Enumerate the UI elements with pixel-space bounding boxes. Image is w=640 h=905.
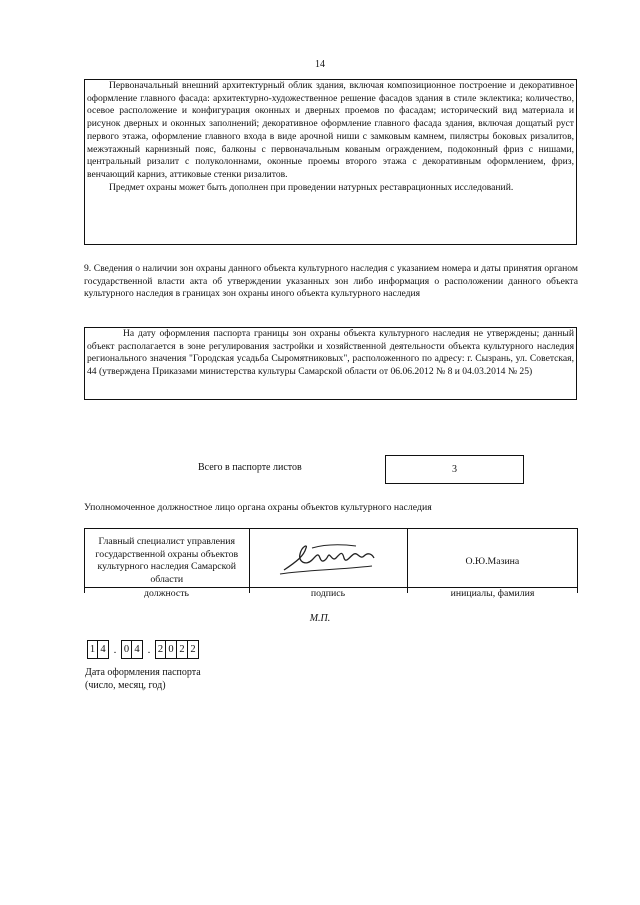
date-year-digit: 0	[166, 640, 177, 659]
protection-subject-note: Предмет охраны может быть дополнен при проведении натурных реставрационных исследований.	[109, 181, 514, 193]
sheet-count-label: Всего в паспорте листов	[198, 462, 302, 473]
date-day-digit: 4	[98, 640, 109, 659]
protection-subject-paragraph: Первоначальный внешний архитектурный облик здания, включая композиционное построение и декоративное оформление главного фасада: архитектурно-художественное решение фасадов здания в стиле эклектика; количество, осевое расположение и конфигурация оконных и дверных проемов по фасадам; исторический вид материала и рисунок дверных и оконных заполнений; декоративное оформление главного фасада здания, включая дощатый руст первого этажа, оформление главного входа в виде арочной ниши с замковым камнем, пилястры боковых ризалитов, межэтажный карнизный пояс, балконы с первоначальным кованым ограждением, подоконный фриз с нишами, центральный ризалит с полуколоннами, оконные проемы второго этажа с декоративным оформлением, фриз, венчающий карниз, аттиковые стенки ризалитов.	[87, 80, 574, 180]
date-separator: .	[113, 643, 117, 656]
date-separator: .	[147, 643, 151, 656]
label-signature: подпись	[249, 587, 407, 601]
date-year-digit: 2	[188, 640, 199, 659]
signature-labels	[84, 587, 578, 601]
issue-date	[87, 640, 199, 659]
date-caption-format: (число, месяц, год)	[85, 680, 166, 691]
protection-subject-box	[84, 79, 577, 245]
stamp-place: М.П.	[309, 613, 331, 624]
section-9-heading: 9. Сведения о наличии зон охраны данного объекта культурного наследия с указанием номера и даты принятия органом государственной власти акта об утверждении указанных зон либо информация о расположении данного объекта культурного наследия в границах зон охраны иного объекта культурного наследия	[84, 263, 578, 300]
sheet-count-box	[385, 455, 524, 484]
date-day-digit: 1	[87, 640, 98, 659]
date-year-digit: 2	[155, 640, 166, 659]
signature-table	[84, 528, 578, 593]
date-year-digit: 2	[177, 640, 188, 659]
page-number: 14	[315, 59, 325, 70]
signature-cell	[249, 529, 407, 594]
date-month-digit: 0	[121, 640, 132, 659]
date-caption	[85, 666, 201, 692]
official-name: О.Ю.Мазина	[407, 529, 577, 594]
date-month-digit: 4	[132, 640, 143, 659]
protection-zones-box	[84, 327, 577, 400]
label-position: должность	[84, 587, 249, 601]
official-heading: Уполномоченное должностное лицо органа охраны объектов культурного наследия	[84, 502, 432, 513]
protection-zones-text: На дату оформления паспорта границы зон охраны объекта культурного наследия не утверждены; данный объект располагается в зоне регулирования застройки и хозяйственной деятельности объекта культурного наследия регионального значения "Городская усадьба Сыромятниковых", расположенного по адресу: г. Сызрань, ул. Советская, 44 (утверждена Приказами министерства культуры Самарской области от 06.06.2012 № 8 и 04.03.2014 № 25)	[87, 328, 574, 378]
official-position: Главный специалист управления государственной охраны объектов культурного наследия Самарской области	[85, 529, 250, 594]
sheet-count-value: 3	[452, 464, 457, 475]
handwritten-signature	[276, 540, 380, 580]
label-name: инициалы, фамилия	[407, 587, 578, 601]
date-caption-line: Дата оформления паспорта	[85, 667, 201, 678]
